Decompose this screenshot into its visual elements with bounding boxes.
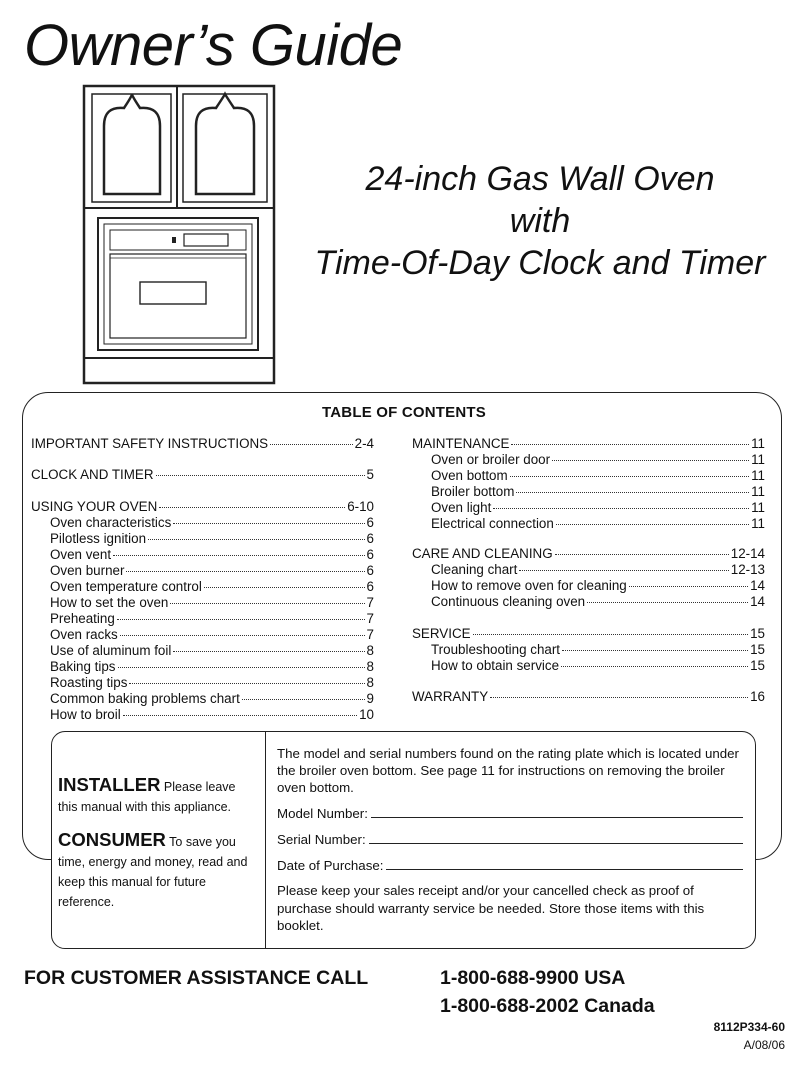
installer-note: [58, 775, 258, 817]
toc-entry-label: Oven light: [431, 500, 492, 515]
toc-entry-label: Oven temperature control: [50, 579, 202, 594]
toc-entry-label: Common baking problems chart: [50, 691, 240, 706]
toc-leader-dots: [170, 602, 364, 604]
toc-entry-page: 6-10: [347, 499, 374, 514]
toc-leader-dots: [156, 474, 365, 476]
toc-leader-dots: [120, 634, 365, 636]
toc-leader-dots: [511, 443, 749, 445]
toc-entry-label: MAINTENANCE: [412, 436, 510, 451]
serial-number-line[interactable]: [369, 831, 743, 844]
toc-leader-dots: [556, 523, 749, 525]
toc-entry: [50, 659, 374, 675]
toc-entry-page: 8: [366, 659, 374, 674]
toc-entry: [31, 436, 374, 452]
toc-entry-page: 6: [366, 579, 374, 594]
toc-entry-label: Troubleshooting chart: [431, 642, 561, 657]
toc-leader-dots: [126, 570, 364, 572]
toc-entry-page: 14: [750, 594, 765, 609]
toc-leader-dots: [159, 506, 345, 508]
page-title: Owner’s Guide: [24, 13, 403, 78]
toc-entry-label: Continuous cleaning oven: [431, 594, 586, 609]
toc-entry: [431, 484, 765, 500]
part-number: 8112P334-60: [713, 1020, 785, 1034]
toc-heading: TABLE OF CONTENTS: [322, 404, 486, 421]
purchase-date-field: [277, 857, 743, 873]
wall-oven-illustration: [80, 82, 280, 387]
toc-entry: [431, 500, 765, 516]
toc-entry-label: How to obtain service: [431, 658, 560, 673]
phone-usa: 1-800-688-9900 USA: [440, 967, 626, 989]
toc-entry-label: Preheating: [50, 611, 115, 626]
toc-entry: [50, 643, 374, 659]
toc-entry-label: How to broil: [50, 707, 121, 722]
toc-entry: [50, 675, 374, 691]
toc-leader-dots: [473, 633, 749, 635]
toc-leader-dots: [519, 569, 728, 571]
toc-entry-page: 14: [750, 578, 765, 593]
toc-entry-page: 6: [366, 547, 374, 562]
purchase-date-line[interactable]: [386, 857, 743, 870]
subtitle-line-3: Time-Of-Day Clock and Timer: [314, 244, 766, 282]
toc-entry-page: 16: [750, 689, 765, 704]
toc-entry-page: 6: [366, 515, 374, 530]
toc-entry: [412, 546, 765, 562]
toc-entry-page: 11: [751, 516, 765, 531]
serial-number-field: [277, 831, 743, 847]
installer-title: INSTALLER: [58, 774, 161, 795]
toc-leader-dots: [113, 554, 365, 556]
toc-entry-page: 12-13: [730, 562, 765, 577]
consumer-note: [58, 830, 263, 912]
toc-leader-dots: [490, 696, 748, 698]
toc-entry-page: 11: [751, 452, 765, 467]
toc-entry-page: 8: [366, 643, 374, 658]
toc-entry: [50, 547, 374, 563]
toc-leader-dots: [552, 459, 749, 461]
toc-entry-page: 10: [359, 707, 374, 722]
toc-leader-dots: [117, 618, 365, 620]
toc-entry-page: 12-14: [730, 546, 765, 561]
toc-entry-page: 8: [366, 675, 374, 690]
toc-entry: [50, 595, 374, 611]
toc-entry-label: Cleaning chart: [431, 562, 518, 577]
toc-leader-dots: [562, 649, 748, 651]
toc-entry-page: 15: [750, 642, 765, 657]
toc-entry-label: Broiler bottom: [431, 484, 515, 499]
toc-entry-label: Oven vent: [50, 547, 112, 562]
toc-entry-page: 2-4: [354, 436, 374, 451]
toc-entry-label: Oven racks: [50, 627, 118, 642]
toc-entry: [431, 658, 765, 674]
toc-entry-page: 11: [751, 468, 765, 483]
toc-entry: [412, 626, 765, 642]
toc-leader-dots: [270, 443, 353, 445]
consumer-text-inline: To save you: [169, 835, 236, 849]
toc-leader-dots: [118, 666, 365, 668]
toc-leader-dots: [629, 585, 748, 587]
toc-entry: [50, 515, 374, 531]
toc-entry: [431, 468, 765, 484]
phone-canada: 1-800-688-2002 Canada: [440, 995, 655, 1017]
toc-entry: [431, 578, 765, 594]
toc-entry: [431, 452, 765, 468]
toc-entry-page: 6: [366, 531, 374, 546]
toc-entry: [431, 516, 765, 532]
toc-leader-dots: [173, 522, 364, 524]
toc-leader-dots: [510, 475, 749, 477]
toc-leader-dots: [129, 682, 364, 684]
toc-leader-dots: [123, 714, 357, 716]
toc-entry-label: IMPORTANT SAFETY INSTRUCTIONS: [31, 436, 269, 451]
toc-entry: [50, 579, 374, 595]
toc-entry-page: 7: [366, 595, 374, 610]
purchase-date-label: Date of Purchase:: [277, 858, 384, 873]
model-number-field: [277, 805, 743, 821]
subtitle-line-1: 24-inch Gas Wall Oven: [365, 160, 715, 198]
toc-entry-label: SERVICE: [412, 626, 471, 641]
toc-entry: [50, 531, 374, 547]
toc-entry: [50, 707, 374, 723]
rating-plate-info: The model and serial numbers found on the rating plate which is located under the broiler oven bottom. See page 11 for instructions on removing the broiler oven bottom.: [277, 746, 739, 795]
toc-entry-label: Oven or broiler door: [431, 452, 551, 467]
installer-text-inline: Please leave: [163, 780, 236, 794]
toc-entry-page: 11: [751, 484, 765, 499]
serial-number-label: Serial Number:: [277, 832, 366, 847]
toc-entry-label: Use of aluminum foil: [50, 643, 172, 658]
toc-entry-label: USING YOUR OVEN: [31, 499, 158, 514]
toc-entry-label: Baking tips: [50, 659, 116, 674]
toc-entry-page: 5: [366, 467, 374, 482]
toc-entry-label: CARE AND CLEANING: [412, 546, 553, 561]
toc-entry: [50, 563, 374, 579]
subtitle-line-2: with: [509, 202, 571, 240]
toc-entry-label: Oven characteristics: [50, 515, 172, 530]
toc-leader-dots: [587, 601, 748, 603]
toc-entry-page: 15: [750, 626, 765, 641]
toc-entry: [412, 436, 765, 452]
toc-entry: [50, 627, 374, 643]
toc-leader-dots: [204, 586, 365, 588]
toc-entry-label: Oven bottom: [431, 468, 508, 483]
toc-entry: [31, 467, 374, 483]
revision-date: A/08/06: [743, 1038, 785, 1052]
toc-entry: [412, 689, 765, 705]
customer-assistance-label: FOR CUSTOMER ASSISTANCE CALL: [24, 967, 369, 989]
toc-leader-dots: [516, 491, 749, 493]
toc-entry-page: 15: [750, 658, 765, 673]
installer-text: this manual with this appliance.: [58, 800, 232, 814]
toc-entry: [431, 642, 765, 658]
toc-entry: [50, 691, 374, 707]
toc-entry-page: 7: [366, 611, 374, 626]
toc-entry-label: How to set the oven: [50, 595, 169, 610]
toc-entry: [431, 594, 765, 610]
toc-entry-label: How to remove oven for cleaning: [431, 578, 627, 593]
toc-entry-page: 6: [366, 563, 374, 578]
info-box-divider: [265, 731, 266, 949]
consumer-text: time, energy and money, read and keep this manual for future reference.: [58, 855, 248, 909]
toc-entry-label: WARRANTY: [412, 689, 489, 704]
toc-entry: [31, 499, 374, 515]
toc-leader-dots: [242, 698, 365, 700]
toc-entry-label: Oven burner: [50, 563, 125, 578]
toc-entry-page: 9: [366, 691, 374, 706]
toc-leader-dots: [561, 665, 748, 667]
subtitle: [290, 158, 790, 284]
toc-entry-label: Pilotless ignition: [50, 531, 147, 546]
model-number-line[interactable]: [371, 805, 743, 818]
toc-leader-dots: [173, 650, 364, 652]
consumer-title: CONSUMER: [58, 829, 166, 850]
toc-entry-label: Electrical connection: [431, 516, 554, 531]
receipt-note: Please keep your sales receipt and/or your cancelled check as proof of purchase should warranty service be needed. Store those items with this booklet.: [277, 883, 705, 933]
toc-leader-dots: [148, 538, 365, 540]
toc-entry-label: Roasting tips: [50, 675, 128, 690]
toc-entry: [50, 611, 374, 627]
toc-leader-dots: [493, 507, 749, 509]
toc-entry-label: CLOCK AND TIMER: [31, 467, 154, 482]
model-number-label: Model Number:: [277, 806, 368, 821]
toc-leader-dots: [555, 553, 729, 555]
toc-entry: [431, 562, 765, 578]
toc-entry-page: 11: [751, 436, 765, 451]
toc-entry-page: 7: [366, 627, 374, 642]
toc-entry-page: 11: [751, 500, 765, 515]
